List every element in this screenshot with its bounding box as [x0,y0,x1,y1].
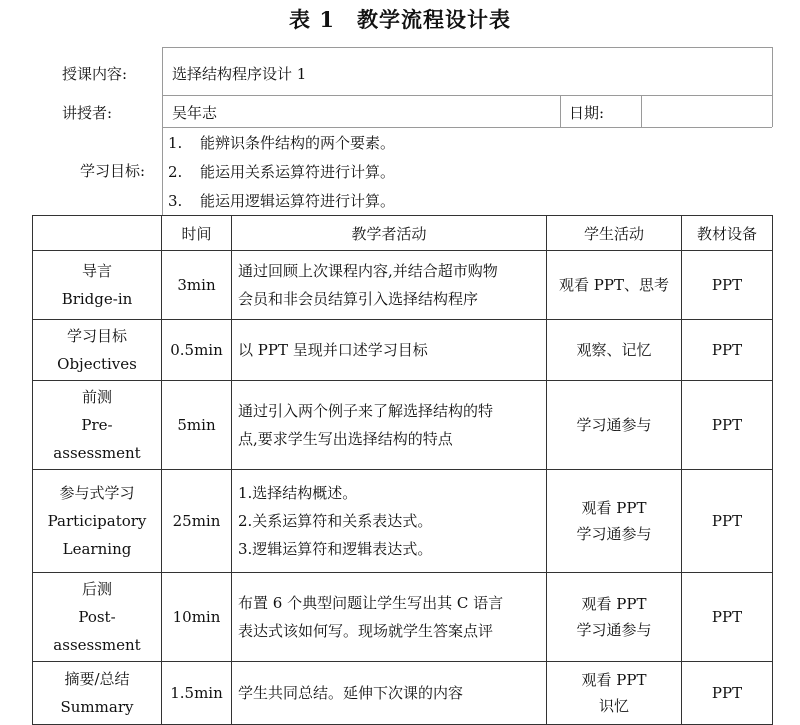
student-activity-cell [547,251,682,320]
phase-name-en: Pre-assessment [53,416,141,462]
phase-cell [33,251,162,320]
info-divider [772,47,773,127]
teacher-activity-cell [232,381,547,470]
goal-item [168,132,395,153]
phase-name: 摘要/总结 [64,670,130,688]
goal-text: 能辨识条件结构的两个要素。 [200,134,396,152]
student-line: 观看 PPT、思考 [559,276,669,294]
equipment-cell: PPT [682,320,773,381]
goal-number: 3. [168,192,183,210]
equipment-cell: PPT [682,251,773,320]
phase-name-en: Bridge-in [61,290,133,308]
activity-line: 3.逻辑运算符和逻辑表达式。 [238,540,433,558]
time-cell: 0.5min [162,320,232,381]
goals-label: 学习目标: [80,162,146,180]
phase-name-en: Summary [60,698,134,716]
goal-number: 1. [168,134,183,152]
teacher-activity-cell [232,470,547,573]
student-activity-cell [547,470,682,573]
phase-cell [33,320,162,381]
activity-line: 会员和非会员结算引入选择结构程序 [238,290,479,308]
info-divider [162,47,163,215]
goal-item [168,161,395,182]
header-student-activity: 学生活动 [547,216,682,251]
student-activity-cell [547,662,682,725]
phase-name-en: Post-assessment [53,608,141,654]
header-phase [33,216,162,251]
student-line: 学习通参与 [576,621,652,639]
activity-line: 2.关系运算符和关系表达式。 [238,512,433,530]
student-line: 学习通参与 [576,416,652,434]
phase-name: 学习目标 [66,327,127,345]
header-teacher-activity: 教学者活动 [232,216,547,251]
teacher-activity-cell [232,573,547,662]
time-cell: 5min [162,381,232,470]
activity-line: 通过回顾上次课程内容,并结合超市购物 [238,262,498,280]
teacher-activity-cell [232,320,547,381]
activity-line: 以 PPT 呈现并口述学习目标 [238,341,428,359]
phase-name-en: Learning [62,540,132,558]
student-activity-cell [547,573,682,662]
phase-cell [33,662,162,725]
student-activity-cell [547,381,682,470]
activity-line: 学生共同总结。延伸下次课的内容 [238,684,464,702]
table-title [0,4,800,34]
goal-text: 能运用关系运算符进行计算。 [200,163,396,181]
phase-name-en: Participatory [47,512,147,530]
activity-line: 通过引入两个例子来了解选择结构的特 [238,402,494,420]
teacher-value: 吴年志 [172,104,218,122]
phase-cell [33,470,162,573]
equipment-cell: PPT [682,573,773,662]
time-cell: 3min [162,251,232,320]
table-row [33,470,773,573]
table-row [33,251,773,320]
time-cell: 25min [162,470,232,573]
goal-text: 能运用逻辑运算符进行计算。 [200,192,396,210]
equipment-cell: PPT [682,381,773,470]
phase-cell [33,573,162,662]
info-divider [641,95,642,127]
equipment-cell: PPT [682,470,773,573]
phase-cell [33,381,162,470]
teacher-activity-cell [232,251,547,320]
student-line: 观看 PPT [581,499,647,517]
header-time: 时间 [162,216,232,251]
time-cell: 10min [162,573,232,662]
info-divider [560,95,561,127]
student-line: 观看 PPT [581,595,647,613]
table-row [33,662,773,725]
activity-line: 表达式该如何写。现场就学生答案点评 [238,622,494,640]
activity-line: 布置 6 个典型问题让学生写出其 C 语言 [238,594,504,612]
phase-name: 导言 [81,262,112,280]
phase-name: 参与式学习 [59,484,135,502]
phase-name: 前测 [81,388,112,406]
teaching-flow-table [32,215,773,725]
date-label: 日期: [569,104,605,122]
time-cell: 1.5min [162,662,232,725]
goal-number: 2. [168,163,183,181]
table-row [33,573,773,662]
student-line: 观察、记忆 [576,341,652,359]
info-divider [162,95,772,96]
activity-line: 点,要求学生写出选择结构的特点 [238,430,453,448]
student-line: 观看 PPT [581,671,647,689]
header-equipment: 教材设备 [682,216,773,251]
content-label: 授课内容: [62,65,128,83]
table-header-row [33,216,773,251]
table-number: 表 1 [289,7,335,32]
phase-name-en: Objectives [57,355,137,373]
table-row [33,320,773,381]
activity-line: 1.选择结构概述。 [238,484,358,502]
equipment-cell: PPT [682,662,773,725]
info-divider [162,127,772,128]
table-row [33,381,773,470]
student-line: 学习通参与 [576,525,652,543]
phase-name: 后测 [81,580,112,598]
goal-item [168,190,395,211]
content-value: 选择结构程序设计 1 [172,65,307,83]
info-divider [162,47,772,48]
student-activity-cell [547,320,682,381]
teacher-label: 讲授者: [62,104,113,122]
student-line: 识忆 [598,697,629,715]
teacher-activity-cell [232,662,547,725]
course-info [32,47,772,215]
table-title-text: 教学流程设计表 [356,7,511,32]
